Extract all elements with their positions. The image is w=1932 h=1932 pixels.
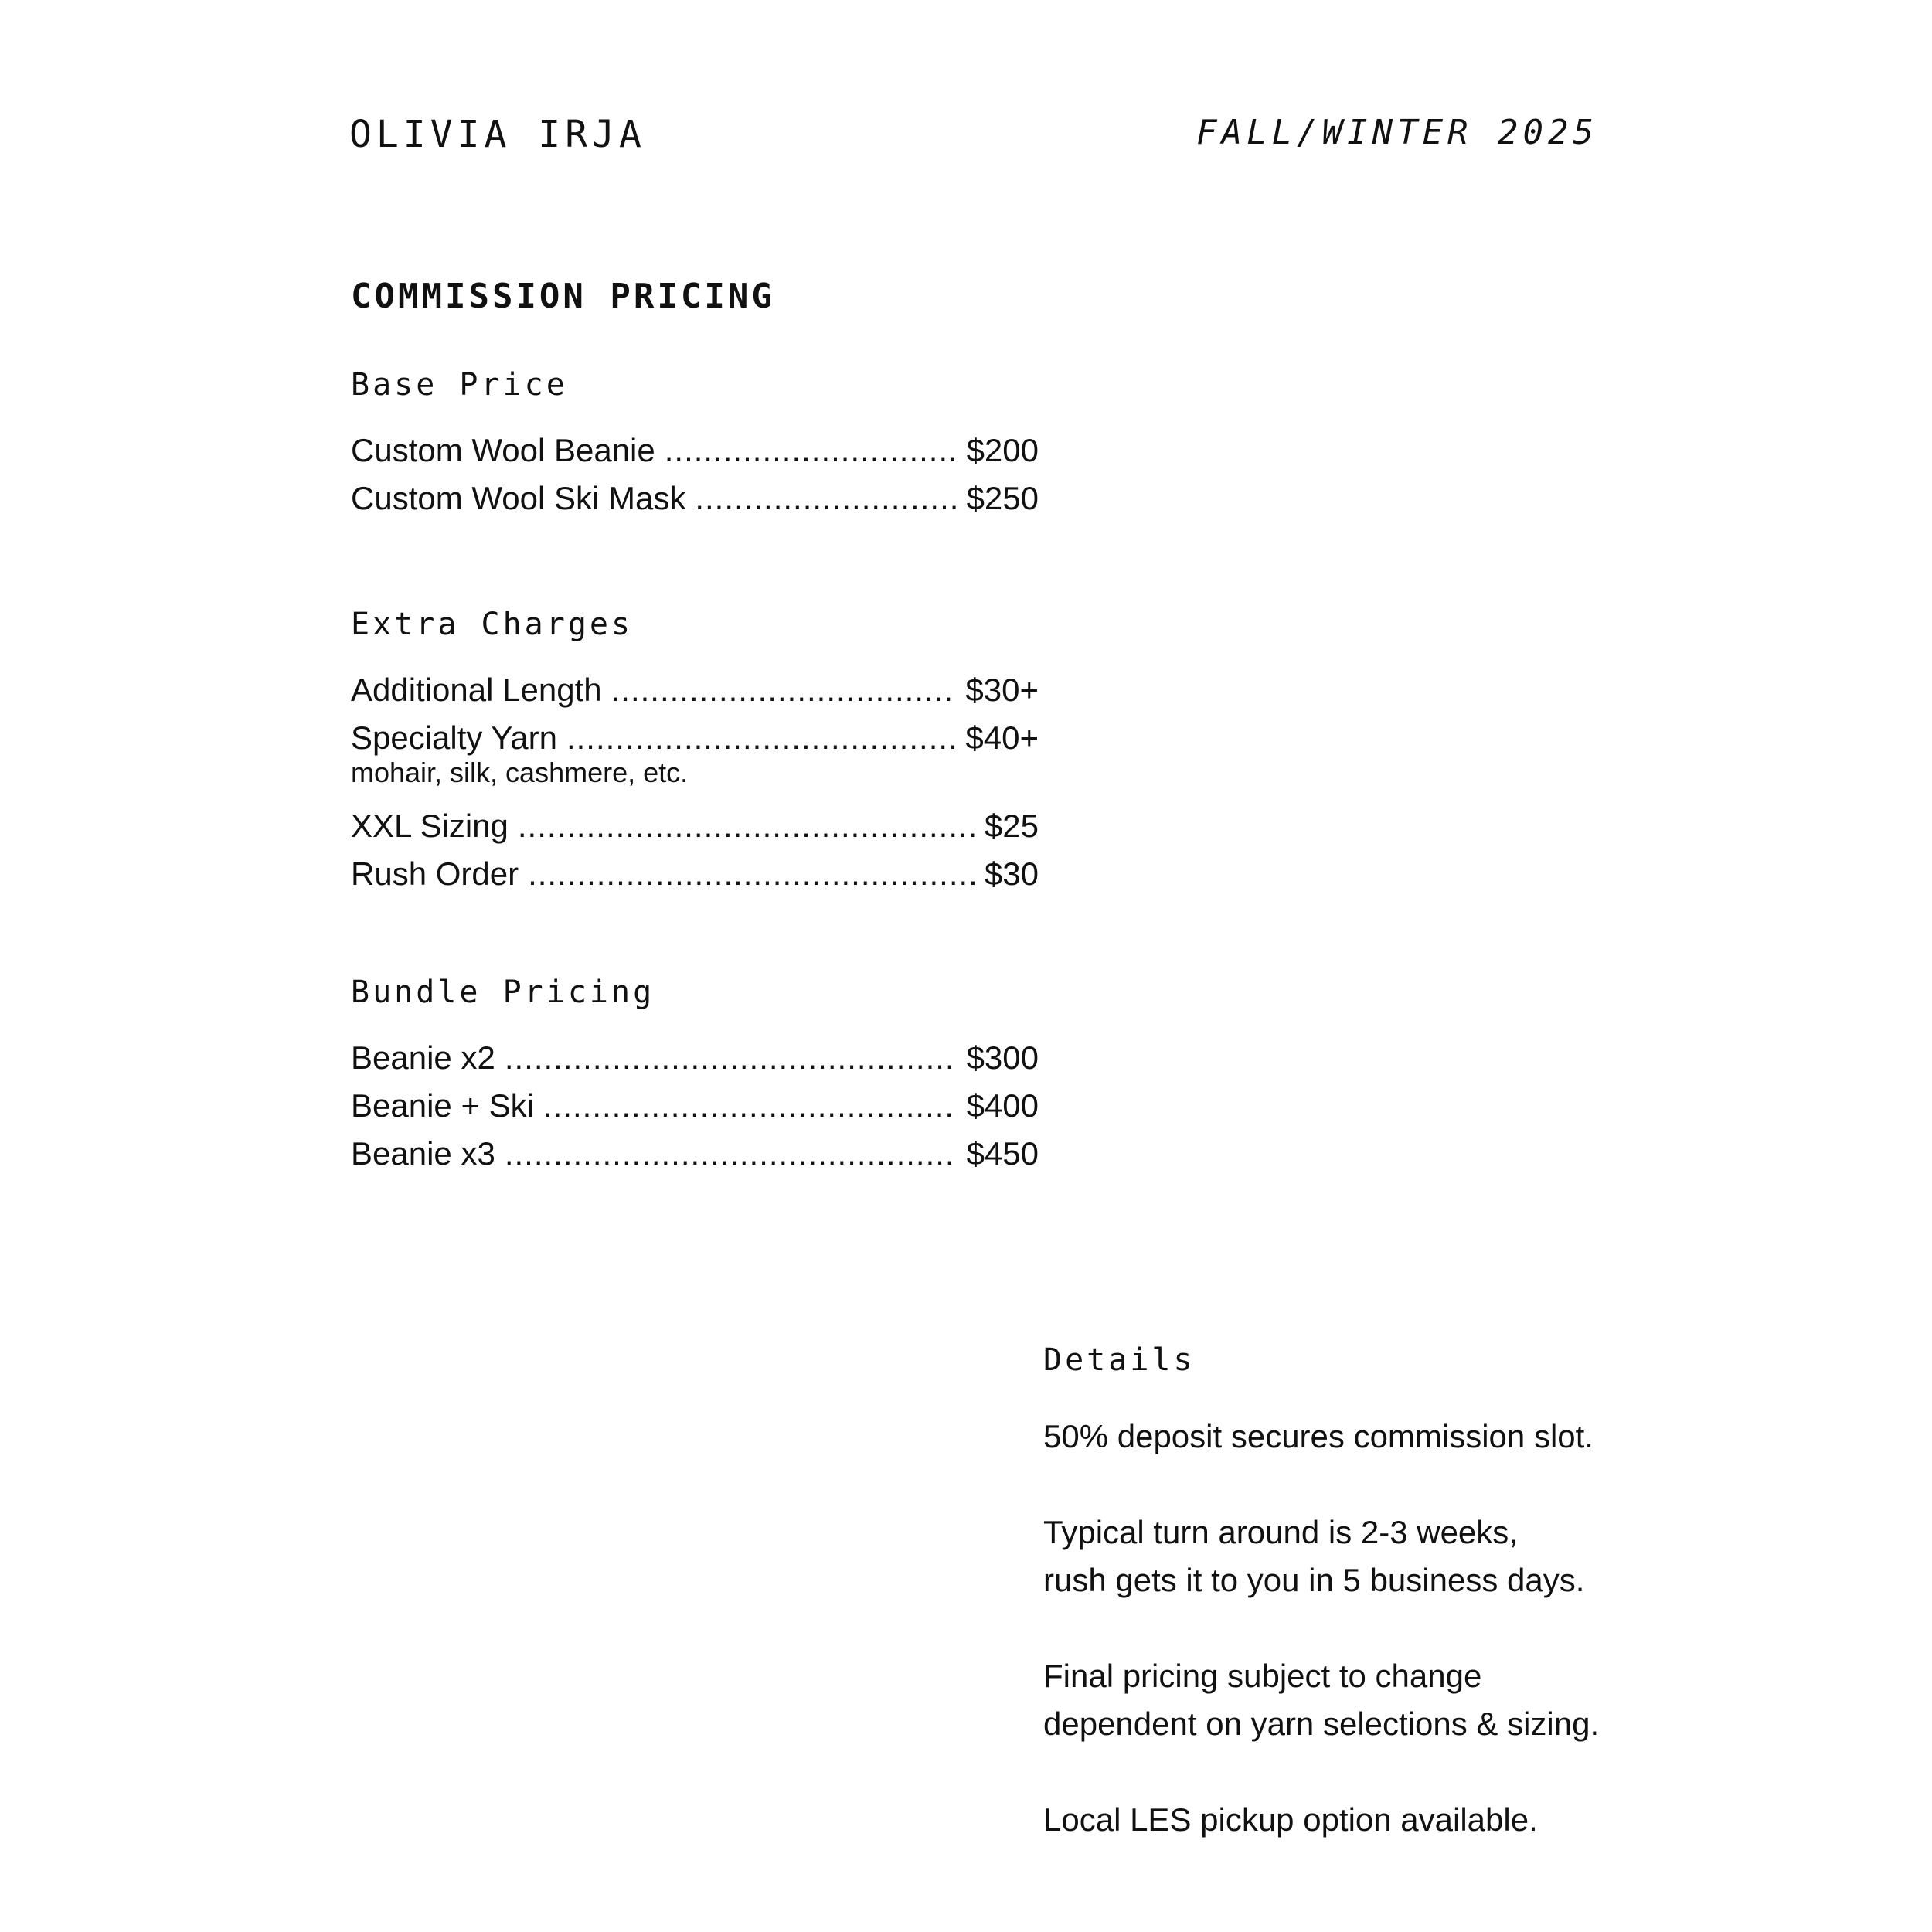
price-row (351, 1082, 1039, 1130)
base-price-section (351, 369, 1039, 522)
detail-paragraph: Typical turn around is 2-3 weeks, rush gets it to you in 5 business days. (1043, 1514, 1585, 1598)
item-label: Additional Length (351, 672, 602, 708)
dot-leader (505, 1034, 957, 1082)
price-row (351, 802, 1039, 850)
item-price: $250 (966, 480, 1039, 516)
section-heading: Bundle Pricing (351, 975, 655, 1010)
page-title: COMMISSION PRICING (351, 277, 775, 316)
detail-paragraph: Final pricing subject to change dependent on yarn selections & sizing. (1043, 1658, 1600, 1742)
price-row (351, 714, 1039, 762)
item-label: Custom Wool Beanie (351, 432, 655, 468)
item-price: $450 (966, 1135, 1039, 1172)
detail-paragraph: Local LES pickup option available. (1043, 1801, 1538, 1838)
item-label: Beanie + Ski (351, 1087, 534, 1124)
item-price: $30 (984, 855, 1039, 892)
section-heading: Base Price (351, 367, 568, 403)
dot-leader (566, 714, 956, 762)
dot-leader (543, 1082, 957, 1130)
dot-leader (665, 427, 957, 474)
price-row (351, 666, 1039, 714)
item-label: Rush Order (351, 855, 519, 892)
brand-name: OLIVIA IRJA (349, 113, 646, 156)
price-row (351, 1130, 1039, 1178)
item-price: $200 (966, 432, 1039, 468)
price-row (351, 1034, 1039, 1082)
section-heading: Details (1043, 1342, 1196, 1378)
price-row (351, 850, 1039, 898)
price-row (351, 427, 1039, 474)
dot-leader (611, 666, 957, 714)
detail-paragraph: 50% deposit secures commission slot. (1043, 1418, 1594, 1454)
dot-leader (695, 474, 957, 522)
section-heading: Extra Charges (351, 607, 634, 642)
dot-leader (528, 850, 975, 898)
item-price: $400 (966, 1087, 1039, 1124)
dot-leader (505, 1130, 957, 1178)
bundle-pricing-section (351, 977, 1039, 1178)
details-section (1043, 1342, 1662, 1892)
dot-leader (518, 802, 975, 850)
item-note: mohair, silk, cashmere, etc. (351, 757, 689, 788)
extra-charges-section (351, 609, 1039, 898)
item-label: Specialty Yarn (351, 719, 557, 756)
item-price: $30+ (965, 672, 1039, 708)
item-label: Beanie x3 (351, 1135, 495, 1172)
item-price: $25 (984, 808, 1039, 844)
item-label: XXL Sizing (351, 808, 509, 844)
season-label: FALL/WINTER 2025 (1196, 113, 1598, 152)
item-label: Beanie x2 (351, 1039, 495, 1076)
item-label: Custom Wool Ski Mask (351, 480, 686, 516)
price-row (351, 474, 1039, 522)
item-price: $300 (966, 1039, 1039, 1076)
item-price: $40+ (965, 719, 1039, 756)
